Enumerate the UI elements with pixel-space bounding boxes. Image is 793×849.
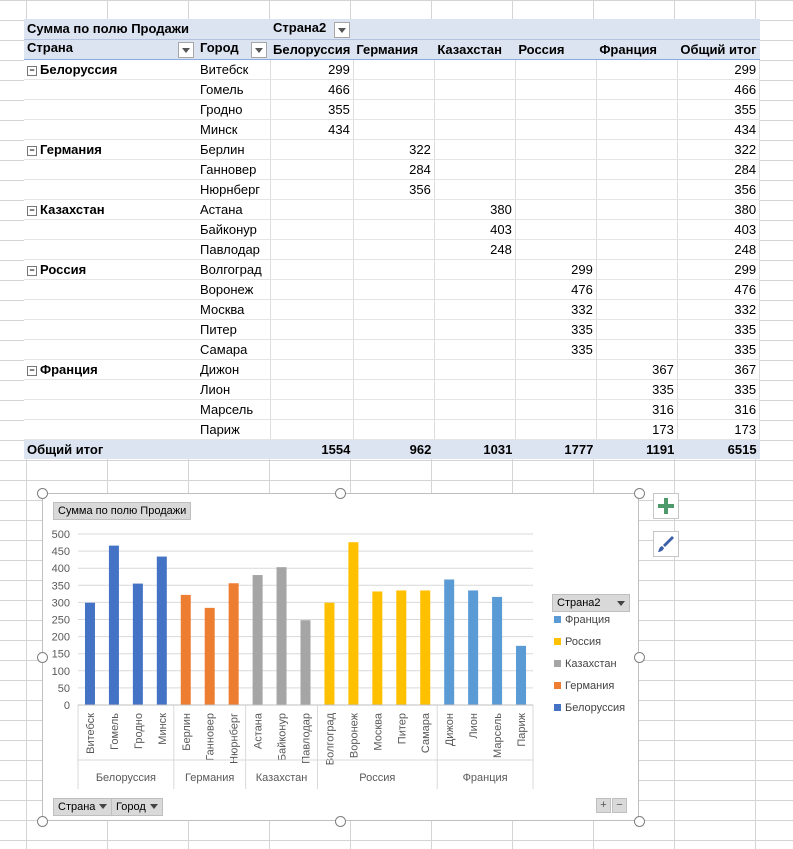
empty-cell[interactable] (434, 339, 515, 359)
minus-icon: − (616, 799, 623, 811)
legend-item[interactable] (554, 636, 601, 648)
value-cell[interactable]: 466 (270, 79, 353, 99)
header-blank (434, 19, 515, 39)
bar (229, 583, 239, 705)
country-label: Белоруссия (40, 61, 118, 77)
country-row-blank[interactable] (24, 319, 197, 339)
row-total-cell[interactable]: 248 (677, 239, 759, 259)
country-row-blank[interactable] (24, 279, 197, 299)
grand-total-label[interactable]: Общий итог (24, 439, 270, 459)
x-tick-label: Минск (156, 713, 169, 745)
country-row-label[interactable] (24, 139, 197, 159)
collapse-icon[interactable]: − (27, 206, 37, 216)
column-header[interactable]: Германия (353, 39, 434, 59)
value-cell[interactable]: 332 (515, 299, 596, 319)
empty-cell[interactable] (596, 179, 677, 199)
empty-cell[interactable] (515, 179, 596, 199)
column-field-label: Страна2 (273, 19, 327, 35)
empty-cell[interactable] (515, 139, 596, 159)
bar (109, 546, 119, 705)
header-blank (677, 19, 759, 39)
empty-cell[interactable] (434, 399, 515, 419)
empty-cell[interactable] (270, 259, 353, 279)
city-cell[interactable]: Марсель (197, 399, 270, 419)
x-tick-label: Лион (468, 713, 481, 739)
empty-cell[interactable] (270, 319, 353, 339)
empty-cell[interactable] (596, 59, 677, 79)
group-label: Россия (359, 772, 396, 784)
x-tick-label: Гродно (132, 713, 145, 749)
empty-cell[interactable] (434, 259, 515, 279)
x-tick-label: Гомель (108, 713, 121, 750)
city-cell[interactable]: Астана (197, 199, 270, 219)
empty-cell[interactable] (596, 199, 677, 219)
row-total-cell[interactable]: 335 (677, 319, 759, 339)
field-button-city-label: Город (116, 801, 146, 813)
empty-cell[interactable] (270, 359, 353, 379)
bar (133, 584, 143, 705)
x-tick-label: Марсель (492, 713, 505, 758)
pivot-chart[interactable] (42, 493, 639, 821)
empty-cell[interactable] (270, 419, 353, 439)
city-cell[interactable]: Париж (197, 419, 270, 439)
country-row-label[interactable] (24, 359, 197, 379)
city-cell[interactable]: Самара (197, 339, 270, 359)
x-tick-label: Волгоград (324, 713, 337, 766)
chart-title: Сумма по полю Продажи (58, 505, 187, 517)
resize-handle-mr[interactable] (634, 652, 645, 663)
bar (85, 603, 95, 705)
chart-plot (43, 494, 638, 820)
header-blank (515, 19, 596, 39)
value-cell[interactable]: 299 (515, 259, 596, 279)
empty-cell[interactable] (353, 359, 434, 379)
resize-handle-tm[interactable] (335, 488, 346, 499)
city-cell[interactable]: Гомель (197, 79, 270, 99)
empty-cell[interactable] (596, 219, 677, 239)
resize-handle-bl[interactable] (37, 816, 48, 827)
country-row-blank[interactable] (24, 379, 197, 399)
chevron-down-icon (99, 804, 107, 809)
y-tick-label: 250 (51, 614, 70, 627)
empty-cell[interactable] (270, 179, 353, 199)
city-cell[interactable]: Волгоград (197, 259, 270, 279)
x-tick-label: Париж (516, 713, 529, 747)
bar (301, 620, 311, 705)
value-cell[interactable]: 403 (434, 219, 515, 239)
country-row-blank[interactable] (24, 79, 197, 99)
empty-cell[interactable] (515, 359, 596, 379)
column-header[interactable]: Общий итог (677, 39, 759, 59)
empty-cell[interactable] (515, 59, 596, 79)
grand-total-cell[interactable]: 1191 (596, 439, 677, 459)
row-total-cell[interactable]: 284 (677, 159, 759, 179)
row-total-cell[interactable]: 356 (677, 179, 759, 199)
empty-cell[interactable] (353, 259, 434, 279)
x-tick-label: Астана (252, 713, 265, 750)
collapse-button[interactable] (612, 798, 627, 813)
pivot-table (24, 19, 760, 459)
header-blank (596, 19, 677, 39)
row-total-cell[interactable]: 335 (677, 339, 759, 359)
grand-total-cell[interactable]: 1031 (434, 439, 515, 459)
legend-label: Белоруссия (565, 702, 626, 714)
y-tick-label: 300 (51, 597, 70, 610)
group-label: Германия (185, 772, 235, 784)
empty-cell[interactable] (270, 339, 353, 359)
legend-swatch (554, 616, 561, 623)
value-cell[interactable]: 173 (596, 419, 677, 439)
bar (157, 557, 167, 705)
y-tick-label: 200 (51, 631, 70, 644)
empty-cell[interactable] (270, 159, 353, 179)
empty-cell[interactable] (353, 79, 434, 99)
y-tick-label: 100 (51, 665, 70, 678)
group-label: Франция (462, 772, 508, 784)
group-label: Казахстан (255, 772, 308, 784)
column-field-button[interactable] (270, 19, 353, 39)
value-cell[interactable]: 322 (353, 139, 434, 159)
bar (492, 597, 502, 705)
city-cell[interactable]: Минск (197, 119, 270, 139)
legend-label: Россия (565, 636, 602, 648)
chart-elements-button[interactable] (653, 493, 679, 519)
country-label: Россия (40, 261, 87, 277)
legend-item[interactable] (554, 680, 614, 692)
x-tick-label: Самара (420, 713, 433, 754)
country-row-blank[interactable] (24, 119, 197, 139)
value-cell[interactable]: 380 (434, 199, 515, 219)
empty-cell[interactable] (596, 119, 677, 139)
empty-cell[interactable] (434, 359, 515, 379)
value-cell[interactable]: 355 (270, 99, 353, 119)
bar (444, 579, 454, 705)
row-total-cell[interactable]: 367 (677, 359, 759, 379)
empty-cell[interactable] (596, 279, 677, 299)
value-cell[interactable]: 356 (353, 179, 434, 199)
empty-cell[interactable] (434, 279, 515, 299)
x-tick-label: Ганновер (204, 713, 217, 761)
paintbrush-icon (654, 532, 678, 556)
city-cell[interactable]: Павлодар (197, 239, 270, 259)
x-tick-label: Москва (372, 713, 385, 751)
empty-cell[interactable] (596, 139, 677, 159)
legend-item[interactable] (554, 658, 617, 670)
row-header-city[interactable] (197, 39, 270, 59)
filter-dropdown-icon[interactable] (334, 22, 350, 38)
row-header-country-label: Страна (27, 40, 74, 55)
group-label: Белоруссия (95, 772, 156, 784)
city-cell[interactable]: Гродно (197, 99, 270, 119)
empty-cell[interactable] (515, 219, 596, 239)
empty-cell[interactable] (434, 99, 515, 119)
y-tick-label: 500 (51, 529, 70, 541)
bar (253, 575, 263, 705)
value-cell[interactable]: 284 (353, 159, 434, 179)
empty-cell[interactable] (353, 339, 434, 359)
field-button-country[interactable] (53, 798, 112, 816)
field-button-country-label: Страна (58, 801, 96, 813)
legend-swatch (554, 704, 561, 711)
empty-cell[interactable] (270, 139, 353, 159)
city-cell[interactable]: Питер (197, 319, 270, 339)
value-cell[interactable]: 335 (515, 339, 596, 359)
empty-cell[interactable] (596, 239, 677, 259)
column-header[interactable]: Россия (515, 39, 596, 59)
row-total-cell[interactable]: 434 (677, 119, 759, 139)
empty-cell[interactable] (515, 99, 596, 119)
value-cell[interactable]: 335 (596, 379, 677, 399)
value-cell[interactable]: 248 (434, 239, 515, 259)
empty-cell[interactable] (596, 79, 677, 99)
y-tick-label: 50 (57, 682, 70, 695)
bar (348, 542, 358, 705)
resize-handle-bm[interactable] (335, 816, 346, 827)
bar (181, 595, 191, 705)
filter-dropdown-icon[interactable] (178, 42, 194, 58)
empty-cell[interactable] (270, 239, 353, 259)
empty-cell[interactable] (353, 239, 434, 259)
row-total-cell[interactable]: 335 (677, 379, 759, 399)
row-total-cell[interactable]: 173 (677, 419, 759, 439)
chart-styles-button[interactable] (653, 531, 679, 557)
empty-cell[interactable] (353, 59, 434, 79)
country-row-blank[interactable] (24, 179, 197, 199)
empty-cell[interactable] (353, 199, 434, 219)
country-row-label[interactable] (24, 259, 197, 279)
resize-handle-ml[interactable] (37, 652, 48, 663)
country-row-blank[interactable] (24, 99, 197, 119)
row-total-cell[interactable]: 322 (677, 139, 759, 159)
row-header-country[interactable] (24, 39, 197, 59)
x-tick-label: Питер (396, 713, 409, 745)
plus-icon: + (600, 799, 607, 811)
empty-cell[interactable] (270, 399, 353, 419)
bar (324, 603, 334, 705)
country-row-blank[interactable] (24, 339, 197, 359)
empty-cell[interactable] (596, 339, 677, 359)
empty-cell[interactable] (515, 419, 596, 439)
resize-handle-tr[interactable] (634, 488, 645, 499)
row-total-cell[interactable]: 355 (677, 99, 759, 119)
legend-swatch (554, 682, 561, 689)
legend-label: Франция (565, 614, 611, 626)
empty-cell[interactable] (270, 219, 353, 239)
country-label: Германия (40, 141, 102, 157)
country-row-blank[interactable] (24, 239, 197, 259)
country-row-blank[interactable] (24, 219, 197, 239)
header-blank (353, 19, 434, 39)
column-header[interactable]: Франция (596, 39, 677, 59)
country-row-blank[interactable] (24, 399, 197, 419)
bar (516, 646, 526, 705)
grand-total-cell[interactable]: 1777 (515, 439, 596, 459)
legend-label: Германия (565, 680, 615, 692)
empty-cell[interactable] (434, 119, 515, 139)
grand-total-cell[interactable]: 1554 (270, 439, 353, 459)
empty-cell[interactable] (515, 379, 596, 399)
country-row-label[interactable] (24, 59, 197, 79)
filter-dropdown-icon[interactable] (251, 42, 267, 58)
collapse-icon[interactable]: − (27, 66, 37, 76)
empty-cell[interactable] (270, 199, 353, 219)
bar (420, 590, 430, 705)
empty-cell[interactable] (434, 79, 515, 99)
x-tick-label: Байконур (276, 713, 289, 762)
legend-item[interactable] (554, 702, 625, 714)
country-row-blank[interactable] (24, 419, 197, 439)
city-cell[interactable]: Нюрнберг (197, 179, 270, 199)
empty-cell[interactable] (353, 279, 434, 299)
resize-handle-br[interactable] (634, 816, 645, 827)
empty-cell[interactable] (596, 319, 677, 339)
empty-cell[interactable] (596, 259, 677, 279)
empty-cell[interactable] (434, 419, 515, 439)
empty-cell[interactable] (434, 319, 515, 339)
city-cell[interactable]: Дижон (197, 359, 270, 379)
row-total-cell[interactable]: 299 (677, 259, 759, 279)
empty-cell[interactable] (596, 299, 677, 319)
field-button-city[interactable] (111, 798, 163, 816)
value-cell[interactable]: 335 (515, 319, 596, 339)
city-cell[interactable]: Ганновер (197, 159, 270, 179)
empty-cell[interactable] (515, 239, 596, 259)
value-cell[interactable]: 316 (596, 399, 677, 419)
legend-swatch (554, 638, 561, 645)
empty-cell[interactable] (270, 299, 353, 319)
row-total-cell[interactable]: 299 (677, 59, 759, 79)
bar (205, 608, 215, 705)
column-header[interactable]: Белоруссия (270, 39, 353, 59)
empty-cell[interactable] (270, 379, 353, 399)
bar (396, 590, 406, 705)
resize-handle-tl[interactable] (37, 488, 48, 499)
legend-title: Страна2 (557, 597, 601, 609)
grand-total-cell[interactable]: 962 (353, 439, 434, 459)
city-cell[interactable]: Лион (197, 379, 270, 399)
city-cell[interactable]: Витебск (197, 59, 270, 79)
empty-cell[interactable] (353, 419, 434, 439)
row-total-cell[interactable]: 466 (677, 79, 759, 99)
empty-cell[interactable] (515, 199, 596, 219)
x-tick-label: Нюрнберг (228, 713, 241, 764)
plus-icon (654, 494, 678, 518)
empty-cell[interactable] (434, 379, 515, 399)
empty-cell[interactable] (515, 159, 596, 179)
x-tick-label: Берлин (180, 713, 193, 751)
row-total-cell[interactable]: 316 (677, 399, 759, 419)
legend-field-button[interactable] (552, 594, 630, 612)
bar (277, 567, 287, 705)
country-row-blank[interactable] (24, 159, 197, 179)
legend-label: Казахстан (565, 658, 617, 670)
empty-cell[interactable] (515, 79, 596, 99)
grand-total-cell[interactable]: 6515 (677, 439, 759, 459)
empty-cell[interactable] (515, 399, 596, 419)
city-cell[interactable]: Берлин (197, 139, 270, 159)
empty-cell[interactable] (353, 99, 434, 119)
legend-swatch (554, 660, 561, 667)
y-tick-label: 350 (51, 580, 70, 593)
expand-button[interactable] (596, 798, 611, 813)
chevron-down-icon (617, 601, 625, 606)
city-cell[interactable]: Воронеж (197, 279, 270, 299)
row-total-cell[interactable]: 380 (677, 199, 759, 219)
empty-cell[interactable] (434, 139, 515, 159)
value-cell[interactable]: 434 (270, 119, 353, 139)
row-total-cell[interactable]: 332 (677, 299, 759, 319)
empty-cell[interactable] (434, 179, 515, 199)
x-tick-label: Дижон (444, 713, 457, 747)
column-header[interactable]: Казахстан (434, 39, 515, 59)
empty-cell[interactable] (353, 379, 434, 399)
city-cell[interactable]: Байконур (197, 219, 270, 239)
city-cell[interactable]: Москва (197, 299, 270, 319)
empty-cell[interactable] (353, 399, 434, 419)
country-row-blank[interactable] (24, 299, 197, 319)
y-tick-label: 450 (51, 546, 70, 559)
collapse-icon[interactable]: − (27, 366, 37, 376)
country-row-label[interactable] (24, 199, 197, 219)
empty-cell[interactable] (353, 219, 434, 239)
row-header-city-label: Город (200, 40, 239, 55)
empty-cell[interactable] (353, 119, 434, 139)
collapse-icon[interactable]: − (27, 266, 37, 276)
empty-cell[interactable] (353, 319, 434, 339)
empty-cell[interactable] (270, 279, 353, 299)
collapse-icon[interactable]: − (27, 146, 37, 156)
x-tick-label: Воронеж (348, 713, 361, 759)
country-label: Франция (40, 361, 98, 377)
value-cell[interactable]: 367 (596, 359, 677, 379)
empty-cell[interactable] (515, 119, 596, 139)
y-tick-label: 400 (51, 563, 70, 576)
empty-cell[interactable] (434, 159, 515, 179)
value-cell[interactable]: 476 (515, 279, 596, 299)
value-cell[interactable]: 299 (270, 59, 353, 79)
bar (372, 591, 382, 705)
empty-cell[interactable] (596, 159, 677, 179)
bar (468, 590, 478, 705)
empty-cell[interactable] (353, 299, 434, 319)
row-total-cell[interactable]: 476 (677, 279, 759, 299)
y-tick-label: 0 (63, 700, 70, 712)
empty-cell[interactable] (596, 99, 677, 119)
country-label: Казахстан (40, 201, 105, 217)
y-tick-label: 150 (51, 648, 70, 661)
empty-cell[interactable] (434, 299, 515, 319)
empty-cell[interactable] (434, 59, 515, 79)
legend-item[interactable] (554, 614, 610, 626)
x-tick-label: Павлодар (300, 713, 313, 764)
chevron-down-icon (150, 804, 158, 809)
row-total-cell[interactable]: 403 (677, 219, 759, 239)
pivot-title[interactable]: Сумма по полю Продажи (24, 19, 270, 39)
x-tick-label: Витебск (84, 713, 97, 754)
